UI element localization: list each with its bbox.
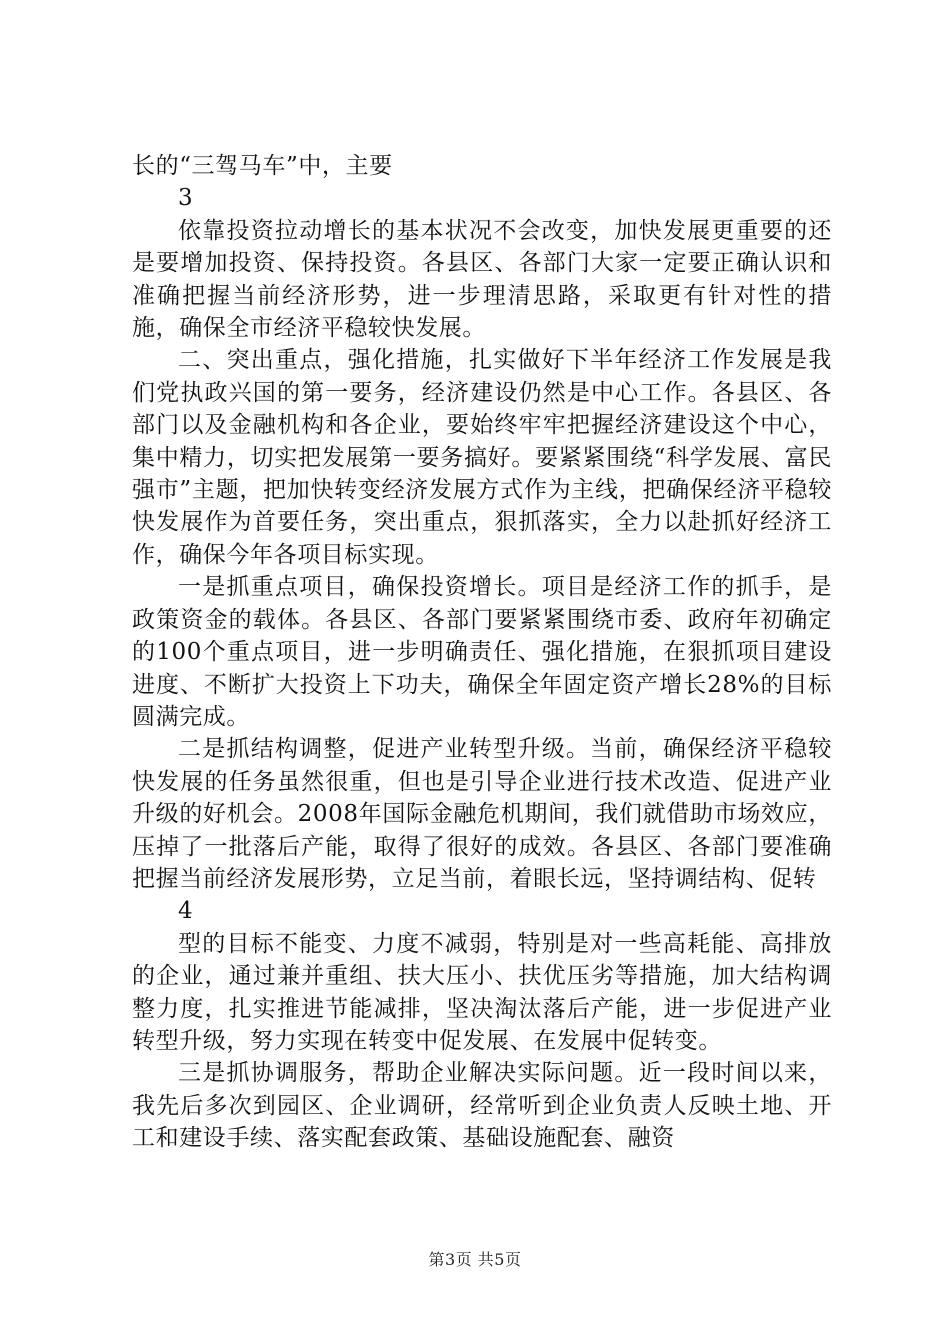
paragraph-section-two: 二、突出重点，强化措施，扎实做好下半年经济工作发展是我们党执政兴国的第一要务，经济建设仍然是中心工作。各县区、各部门以及金融机构和各企业，要始终牢牢把握经济建设这个中心，集中精力，切实把发展第一要务搞好。要紧紧围绕“科学发展、富民强市”主题，把加快转变经济发展方式作为主线，把确保经济平稳较快发展作为首要任务，突出重点，狠抓落实，全力以赴抓好经济工作，确保今年各项目标实现。 [132,347,832,568]
paragraph-key-projects: 一是抓重点项目，确保投资增长。项目是经济工作的抓手，是政策资金的载体。各县区、各部门要紧紧围绕市委、政府年初确定的100个重点项目，进一步明确责任、强化措施，在狠抓项目建设进度、不断扩大投资上下功夫，确保全年固定资产增长28%的目标圆满完成。 [132,574,832,730]
paragraph-coordination-service: 三是抓协调服务，帮助企业解决实际问题。近一段时间以来，我先后多次到园区、企业调研，经常听到企业负责人反映土地、开工和建设手续、落实配套政策、基础设施配套、融资 [132,1060,832,1152]
paragraph-transformation: 型的目标不能变、力度不减弱，特别是对一些高耗能、高排放的企业，通过兼并重组、扶大压小、扶优压劣等措施，加大结构调整力度，扎实推进节能减排，坚决淘汰落后产能，进一步促进产业转型升级，努力实现在转变中促发展、在发展中促转变。 [132,930,832,1054]
inline-page-number: 4 [178,898,194,925]
page-footer: 第3页 共5页 [428,1250,522,1269]
continuation-line: 长的“三驾马车”中，主要 [132,153,393,179]
paragraph-investment: 依靠投资拉动增长的基本状况不会改变，加快发展更重要的还是要增加投资、保持投资。各县区、各部门大家一定要正确认识和准确把握当前经济形势，进一步理清思路，采取更有针对性的措施，确保全市经济平稳较快发展。 [132,217,832,342]
document-body [132,150,832,1155]
inline-page-number: 3 [178,185,194,212]
paragraph-structure-adjustment: 二是抓结构调整，促进产业转型升级。当前，确保经济平稳较快发展的任务虽然很重，但也是引导企业进行技术改造、促进产业升级的好机会。2008年国际金融危机期间，我们就借助市场效应，压掉了一批落后产能，取得了很好的成效。各县区、各部门要准确把握当前经济发展形势，立足当前，着眼长远，坚持调结构、促转 [132,736,832,892]
